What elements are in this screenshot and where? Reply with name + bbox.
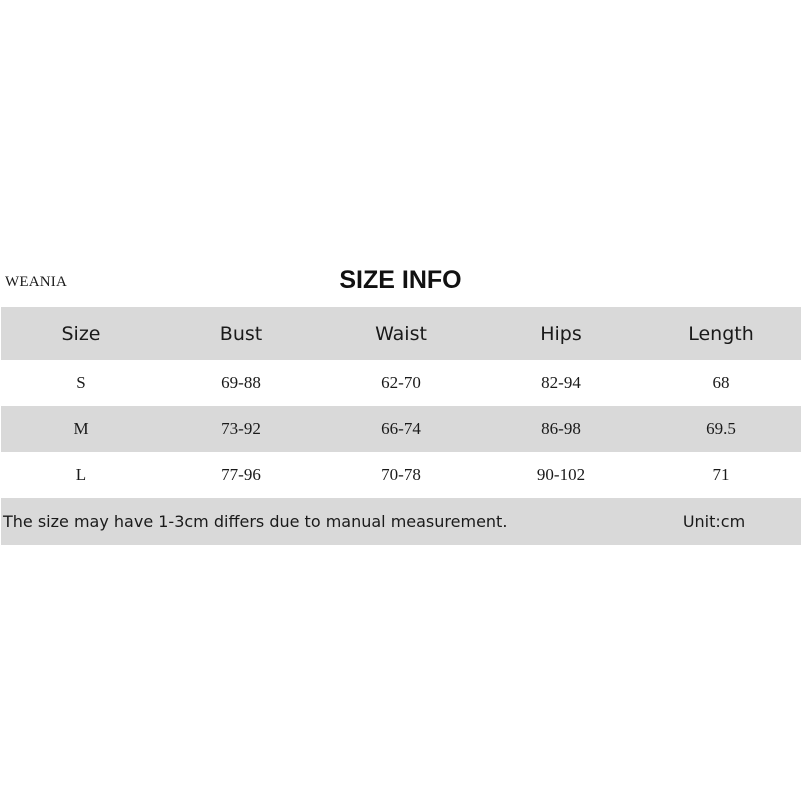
column-header-waist: Waist [375, 322, 427, 345]
cell-hips: 86-98 [541, 419, 581, 438]
cell-size: L [75, 465, 87, 484]
cell-waist: 62-70 [381, 373, 421, 392]
cell-bust: 77-96 [221, 465, 261, 484]
cell-hips: 90-102 [536, 465, 586, 484]
table-row [1, 406, 801, 452]
brand-logo: WEANIA [5, 274, 68, 290]
column-header-size: Size [61, 322, 101, 345]
unit-label: Unit:cm [682, 512, 746, 531]
cell-length: 68 [712, 373, 730, 392]
table-row [1, 452, 801, 498]
size-table [1, 307, 801, 545]
cell-waist: 66-74 [381, 419, 421, 438]
cell-size: M [73, 419, 89, 438]
cell-length: 69.5 [706, 419, 736, 438]
column-header-length: Length [688, 322, 754, 345]
table-footer-row [1, 498, 801, 545]
cell-size: S [76, 373, 86, 392]
cell-bust: 73-92 [221, 419, 261, 438]
table-row [1, 360, 801, 406]
page-title: SIZE INFO [339, 266, 462, 294]
cell-waist: 70-78 [381, 465, 421, 484]
cell-hips: 82-94 [541, 373, 581, 392]
cell-bust: 69-88 [221, 373, 261, 392]
column-header-hips: Hips [540, 322, 582, 345]
table-header-row [1, 307, 801, 360]
measurement-note: The size may have 1-3cm differs due to manual measurement. [3, 512, 508, 531]
cell-length: 71 [712, 465, 730, 484]
column-header-bust: Bust [219, 322, 263, 345]
